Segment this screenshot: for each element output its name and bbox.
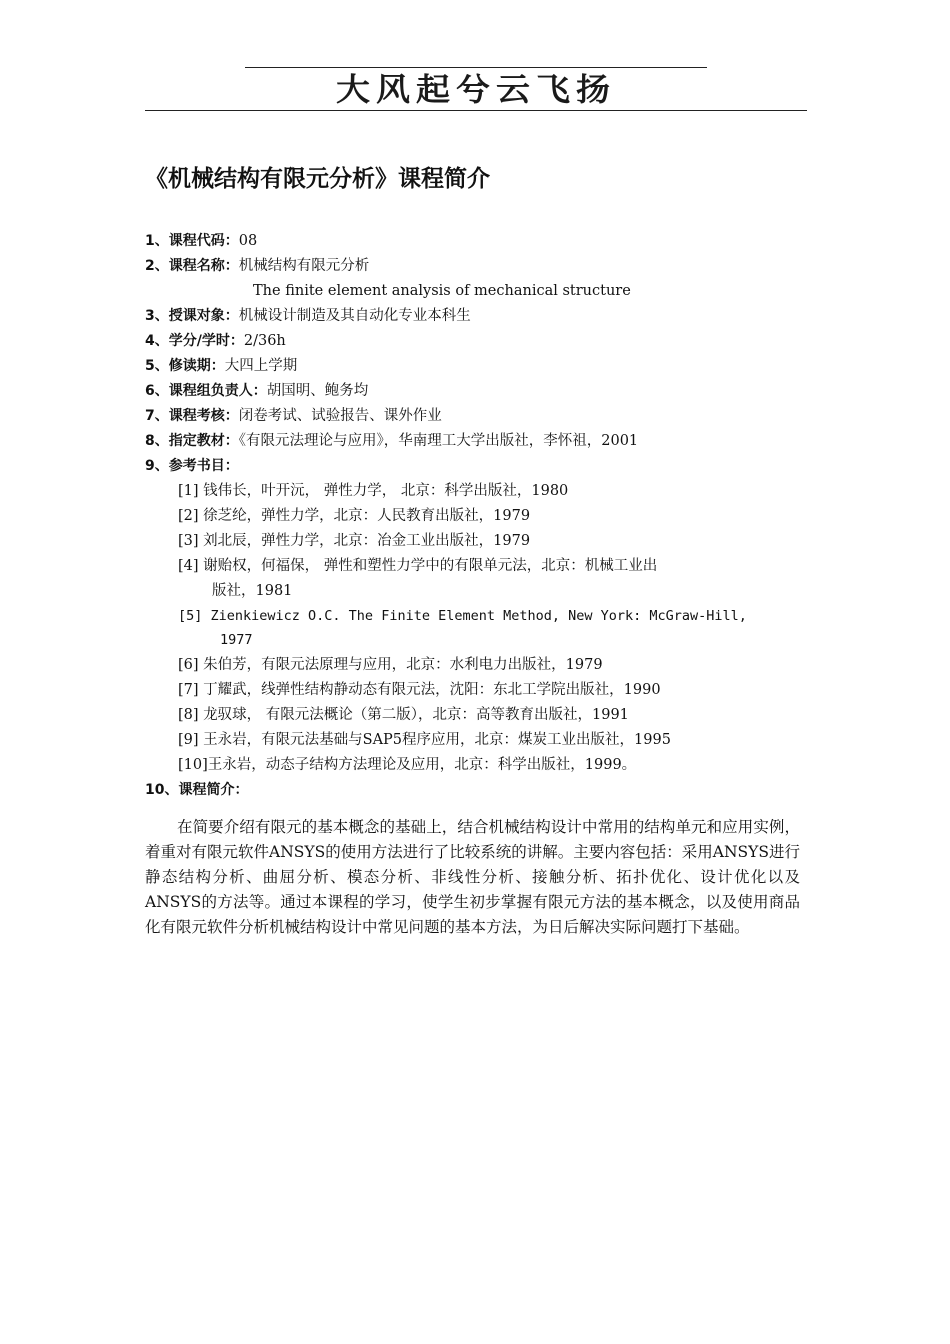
reference-item-cont: 版社，1981 — [212, 583, 293, 599]
item-value: 机械设计制造及其自动化专业本科生 — [238, 308, 471, 324]
item-label: 9、参考书目： — [145, 458, 239, 474]
item-course-code — [145, 231, 257, 251]
reference-item: [10]王永岩，动态子结构方法理论及应用，北京：科学出版社，1999。 — [178, 757, 637, 773]
reference-item: [1] 钱伟长，叶开沅， 弹性力学， 北京：科学出版社，1980 — [178, 483, 569, 499]
item-audience — [145, 306, 471, 326]
item-textbook — [145, 431, 638, 451]
item-value: 大四上学期 — [224, 358, 298, 374]
reference-item: [8] 龙驭球， 有限元法概论（第二版），北京：高等教育出版社，1991 — [178, 707, 629, 723]
item-value: 《有限元法理论与应用》，华南理工大学出版社，李怀祖，2001 — [238, 433, 639, 449]
item-lead — [145, 381, 368, 401]
item-references-heading — [145, 456, 239, 476]
header-banner — [145, 70, 807, 112]
page-title: 《机械结构有限元分析》课程简介 — [145, 166, 490, 192]
item-summary-heading — [145, 780, 248, 800]
reference-item: [4] 谢贻权，何福保， 弹性和塑性力学中的有限单元法，北京：机械工业出 — [178, 558, 658, 574]
item-label: 3、授课对象： — [145, 308, 239, 324]
reference-item: [5] Zienkiewicz O.C. The Finite Element Method, New York: McGraw-Hill, — [178, 608, 747, 624]
item-value: 2/36h — [243, 333, 286, 349]
reference-item: [3] 刘北辰，弹性力学，北京：冶金工业出版社，1979 — [178, 533, 531, 549]
item-label: 1、课程代码： — [145, 233, 239, 249]
item-value: 闭卷考试、试验报告、课外作业 — [238, 408, 442, 424]
summary-paragraph: 在简要介绍有限元的基本概念的基础上，结合机械结构设计中常用的结构单元和应用实例，着重对有限元软件ANSYS的使用方法进行了比较系统的讲解。主要内容包括：采用ANSYS进行静态结构分析、曲屈分析、模态分析、非线性分析、接触分析、拓扑优化、设计优化以及ANSYS的方法等。通过本课程的学习，使学生初步掌握有限元方法的基本概念，以及使用商品化有限元软件分析机械结构设计中常见问题的基本方法，为日后解决实际问题打下基础。 — [145, 818, 800, 936]
reference-item-cont: 1977 — [220, 632, 253, 648]
reference-item: [9] 王永岩，有限元法基础与SAP5程序应用，北京：煤炭工业出版社，1995 — [178, 732, 671, 748]
item-label: 2、课程名称： — [145, 258, 239, 274]
item-course-name-en — [253, 281, 631, 301]
reference-item: [6] 朱伯芳，有限元法原理与应用，北京：水利电力出版社，1979 — [178, 657, 603, 673]
item-value: 08 — [238, 233, 258, 249]
item-label: 4、学分/学时： — [145, 333, 244, 349]
item-assessment — [145, 406, 442, 426]
item-credits — [145, 331, 286, 351]
header-rule-top — [245, 67, 707, 68]
item-label: 5、修读期： — [145, 358, 225, 374]
item-value-en: The finite element analysis of mechanical structure — [253, 283, 631, 299]
banner-text: 大风起兮云飞扬 — [336, 71, 616, 109]
item-label: 7、课程考核： — [145, 408, 239, 424]
item-label: 10、课程简介： — [145, 782, 249, 798]
item-label: 6、课程组负责人： — [145, 383, 267, 399]
reference-item: [7] 丁耀武，线弹性结构静动态有限元法，沈阳：东北工学院出版社，1990 — [178, 682, 661, 698]
item-label: 8、指定教材： — [145, 433, 239, 449]
item-course-name — [145, 256, 369, 276]
item-value: 机械结构有限元分析 — [238, 258, 370, 274]
reference-item: [2] 徐芝纶，弹性力学，北京：人民教育出版社，1979 — [178, 508, 531, 524]
header-rule-bottom — [145, 110, 807, 111]
item-value: 胡国明、鲍务均 — [266, 383, 369, 399]
item-term — [145, 356, 297, 376]
